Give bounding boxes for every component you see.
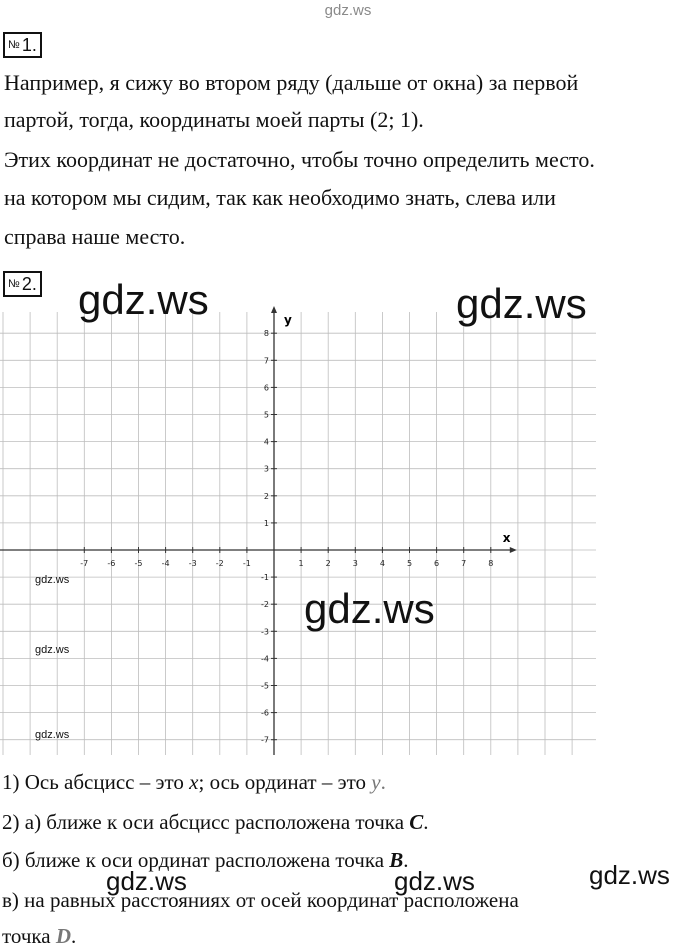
y-tick-label: 8 [263,329,269,339]
y-tick-label: 5 [263,410,269,420]
x-tick-label: -1 [242,559,251,568]
watermark-big-center: gdz.ws [304,585,435,632]
task-number: 2. [21,274,37,294]
y-tick-label: -7 [261,735,269,745]
watermark-big-right: gdz.ws [456,280,587,327]
x-tick-label: 4 [379,559,385,568]
y-tick-label: 4 [263,437,269,447]
y-tick-label: 6 [263,383,269,393]
answer-2a [2,808,429,836]
y-tick-label: 7 [263,356,269,366]
x-tick-label: -5 [134,559,143,568]
answer-1 [2,768,386,796]
task-1-line-1: Например, я сижу во втором ряду (дальше от окна) за первой [4,70,579,95]
x-tick-label: 7 [461,559,467,568]
task-1-line-4: на котором мы сидим, так как необходимо знать, слева или [4,185,556,210]
x-tick-label: 3 [352,559,358,568]
y-axis-arrow [271,306,277,313]
coordinate-plane [0,300,600,760]
x-axis-label: x [502,531,511,545]
y-tick-label: -4 [261,654,269,664]
answer-2c-cont-text: точка [2,924,56,948]
x-tick-label: -3 [188,559,197,568]
point-c-label: C [409,810,424,834]
watermark-big-left: gdz.ws [78,276,209,323]
x-tick-label: -6 [107,559,116,568]
x-tick-label: -2 [215,559,224,568]
x-axis-symbol: x [189,770,199,794]
watermark-small-1: gdz.ws [35,574,70,586]
x-tick-label: 1 [298,559,304,568]
top-watermark: gdz.ws [324,2,372,19]
answer-2c-cont-end: . [71,924,77,948]
y-tick-label: 1 [263,518,269,528]
y-tick-label: 2 [263,491,269,501]
task-1-line-5: справа наше место. [4,224,186,249]
answer-2a-end: . [423,810,429,834]
task-1-line-3: Этих координат не достаточно, чтобы точно определить место. [4,147,595,172]
y-tick-label: -1 [261,573,269,583]
task-2-badge [3,271,42,297]
y-tick-label: -6 [261,708,269,718]
watermark-bottom-mid: gdz.ws [394,866,475,896]
task-number: 1. [21,35,37,55]
answer-1-end: . [380,770,386,794]
x-tick-label: 5 [406,559,413,568]
watermark-bottom-right: gdz.ws [589,860,670,890]
x-tick-label: -7 [80,559,89,568]
point-d-label: D [55,924,72,948]
y-tick-label: -2 [261,600,269,610]
x-axis-arrow [510,547,517,553]
answer-2c-cont [2,922,76,950]
watermark-small-3: gdz.ws [35,729,70,741]
number-sign: № [8,278,20,290]
x-tick-label: -4 [161,559,170,568]
answer-2a-text: 2) а) ближе к оси абсцисс расположена точка [2,810,410,834]
answer-2b-end: . [403,848,409,872]
task-1-badge [3,32,42,58]
x-tick-label: 6 [434,559,440,568]
y-tick-label: -3 [261,627,269,637]
y-axis-symbol: y [371,770,381,794]
answer-2c-text: в) на равных расстояниях от осей координат расположена [2,888,519,912]
answer-1-mid: ; ось ординат – это [198,770,372,794]
x-tick-label: 8 [488,559,494,568]
x-tick-label: 2 [325,559,331,568]
tick-labels [80,329,493,745]
point-b-label: B [389,848,404,872]
watermark-bottom-left: gdz.ws [106,866,187,896]
axes [0,306,517,755]
task-1-line-2: партой, тогда, координаты моей парты (2; 1). [4,107,424,132]
y-tick-label: -5 [261,681,269,691]
y-axis-label: y [284,313,292,327]
answer-2b-text: б) ближе к оси ординат расположена точка [2,848,390,872]
number-sign: № [8,39,20,51]
answer-1-text: 1) Ось абсцисс – это [2,770,190,794]
watermark-small-2: gdz.ws [35,644,70,656]
y-tick-label: 3 [263,464,269,474]
answer-2b [2,846,409,874]
